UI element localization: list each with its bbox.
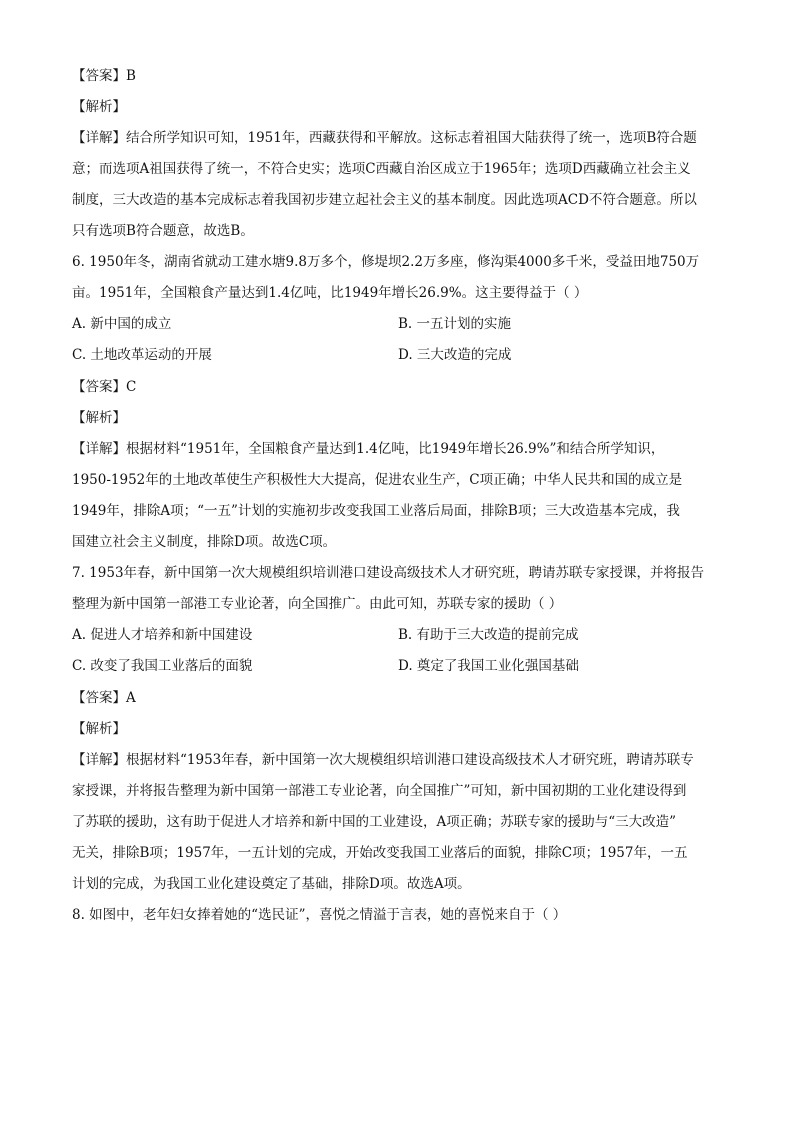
question-8-stem: 8. 如图中，老年妇女捧着她的“选民证”，喜悦之情溢于言表，她的喜悦来自于（ ） bbox=[72, 907, 567, 923]
question-6-stem: 6. 1950年冬，湖南省就动工建水塘9.8万多个，修堤坝2.2万多座，修沟渠4000多千米，受益田地750万 bbox=[72, 254, 700, 270]
question-7-option-d: D. 奠定了我国工业化强国基础 bbox=[398, 658, 579, 674]
question-7-option-c: C. 改变了我国工业落后的面貌 bbox=[72, 658, 253, 674]
explanation-line: 1949年，排除A项；“一五”计划的实施初步改变我国工业落后局面，排除B项；三大改造基本完成，我 bbox=[72, 503, 680, 519]
explanation-line: 计划的完成，为我国工业化建设奠定了基础，排除D项。故选A项。 bbox=[72, 876, 471, 892]
explanation-line: 1950-1952年的土地改革使生产积极性大大提高，促进农业生产，C项正确；中华人民共和国的成立是 bbox=[72, 472, 683, 488]
explanation-line: 【详解】根据材料“1953年春，新中国第一次大规模组织培训港口建设高级技术人才研究班，聘请苏联专 bbox=[72, 752, 694, 768]
explanation-line: 了苏联的援助，这有助于促进人才培养和新中国的工业建设，A项正确；苏联专家的援助与“三大改造” bbox=[72, 814, 677, 830]
answer-label: 【答案】B bbox=[72, 68, 136, 84]
question-7-stem: 7. 1953年春，新中国第一次大规模组织培训港口建设高级技术人才研究班，聘请苏联专家授课，并将报告 bbox=[72, 565, 705, 581]
explanation-line: 【详解】根据材料“1951年，全国粮食产量达到1.4亿吨，比1949年增长26.9%”和结合所学知识， bbox=[72, 441, 665, 457]
explanation-line: 国建立社会主义制度，排除D项。故选C项。 bbox=[72, 534, 337, 550]
question-7-option-b: B. 有助于三大改造的提前完成 bbox=[398, 627, 579, 643]
analysis-label: 【解析】 bbox=[72, 99, 126, 115]
question-6-option-b: B. 一五计划的实施 bbox=[398, 316, 512, 332]
question-7-option-a: A. 促进人才培养和新中国建设 bbox=[72, 627, 253, 643]
question-6-option-a: A. 新中国的成立 bbox=[72, 316, 172, 332]
explanation-line: 只有选项B符合题意，故选B。 bbox=[72, 223, 254, 239]
answer-label: 【答案】A bbox=[72, 690, 136, 706]
question-7-stem: 整理为新中国第一部港工专业论著，向全国推广。由此可知，苏联专家的援助（ ） bbox=[72, 596, 563, 612]
explanation-line: 无关，排除B项；1957年，一五计划的完成，开始改变我国工业落后的面貌，排除C项；1957年，一五 bbox=[72, 845, 688, 861]
explanation-line: 【详解】结合所学知识可知，1951年，西藏获得和平解放。这标志着祖国大陆获得了统一，选项B符合题 bbox=[72, 130, 697, 146]
question-6-option-c: C. 土地改革运动的开展 bbox=[72, 347, 212, 363]
question-6-option-d: D. 三大改造的完成 bbox=[398, 347, 512, 363]
question-6-stem: 亩。1951年，全国粮食产量达到1.4亿吨，比1949年增长26.9%。这主要得益于（ ） bbox=[72, 285, 588, 301]
analysis-label: 【解析】 bbox=[72, 721, 126, 737]
explanation-line: 制度，三大改造的基本完成标志着我国初步建立起社会主义的基本制度。因此选项ACD不符合题意。所以 bbox=[72, 192, 697, 208]
explanation-line: 意；而选项A祖国获得了统一，不符合史实；选项C西藏自治区成立于1965年；选项D西藏确立社会主义 bbox=[72, 161, 691, 177]
analysis-label: 【解析】 bbox=[72, 410, 126, 426]
answer-label: 【答案】C bbox=[72, 379, 137, 395]
explanation-line: 家授课，并将报告整理为新中国第一部港工专业论著，向全国推广”可知，新中国初期的工业化建设得到 bbox=[72, 783, 687, 799]
